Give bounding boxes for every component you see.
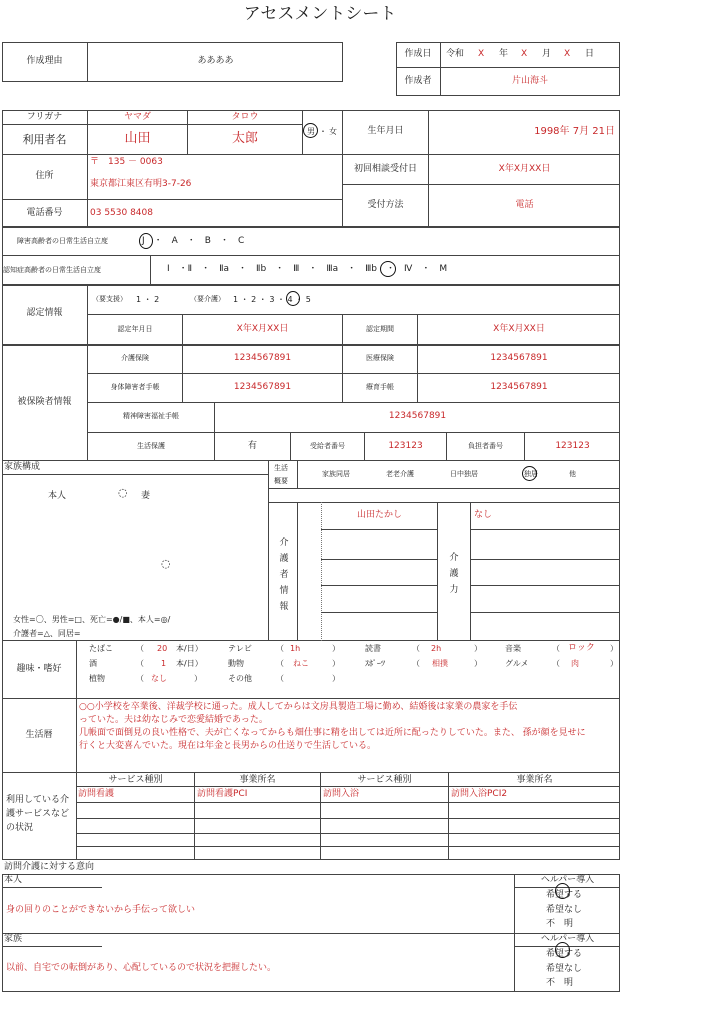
hobby-animal-label: 動物 (228, 659, 244, 668)
gender-circle-mark (303, 123, 318, 138)
page-title: アセスメントシート (243, 4, 397, 24)
hobby-music-value: ロック (568, 643, 595, 653)
hobby-paren: （ (276, 644, 284, 653)
service-row1-office: 訪問看護PCI (197, 789, 248, 799)
date-label: 作成日 (404, 49, 432, 59)
author-label: 作成者 (404, 76, 432, 86)
hobby-reading-value: 2h (431, 644, 442, 653)
disabled-independence-label: 障害高齢者の日常生活自立度 (17, 237, 108, 245)
first-consult-value: X年X月XX日 (498, 164, 551, 174)
postal-code: 〒 135 － 0063 (90, 157, 163, 167)
date-day-value: X (564, 49, 571, 59)
hobby-paren: （ (412, 659, 420, 668)
method-label: 受付方法 (367, 200, 404, 210)
living-option-family: 家族同居 (322, 470, 350, 478)
history-label: 生活暦 (25, 730, 53, 740)
last-name: 山田 (124, 131, 151, 146)
service-row1-type: 訪問看護 (78, 789, 115, 799)
medical-insurance-value: 1234567891 (490, 353, 548, 363)
payer-number-label: 負担者番号 (468, 442, 503, 450)
care-insurance-label: 介護保険 (121, 354, 149, 362)
care-ability-value: なし (474, 510, 493, 520)
gender-female: 女 (329, 127, 337, 136)
intention-self-label: 本人 (4, 875, 23, 885)
hobby-paren: （ (552, 659, 560, 668)
certification-label: 認定情報 (26, 308, 63, 318)
helper-option-no-family: 希望なし (546, 964, 583, 974)
hobby-unit: 本/日） (176, 659, 203, 668)
date-year-value: X (478, 49, 485, 59)
payer-number-value: 123123 (555, 441, 590, 451)
history-line-1: ○○小学校を卒業後、洋裁学校に通った。成人してからは文房具製造工場に勤め、結婚後は家業の農家を手伝 (79, 702, 518, 712)
hobby-music-label: 音楽 (505, 644, 521, 653)
method-value: 電話 (515, 200, 534, 210)
care-ability-label: 介護力 (449, 553, 459, 595)
care-insurance-value: 1234567891 (233, 353, 292, 363)
disabled-circle-mark (139, 233, 153, 249)
month-label: 月 (542, 49, 552, 59)
name-label: 利用者名 (22, 133, 67, 146)
hobby-paren: （ (412, 644, 420, 653)
family-self-symbol: ◌ (118, 486, 128, 499)
office-name-header-2: 事業所名 (516, 775, 553, 785)
rehab-notebook-label: 療育手帳 (366, 383, 394, 391)
reason-value: ああああ (197, 56, 234, 66)
family-wife-label: 妻 (141, 491, 151, 501)
birth-label: 生年月日 (367, 126, 404, 136)
welfare-value: 有 (247, 441, 257, 451)
helper-self-circle-mark (555, 883, 570, 899)
furigana-label: フリガナ (26, 112, 63, 122)
hobby-alcohol-label: 酒 (89, 659, 97, 668)
welfare-label: 生活保護 (137, 442, 165, 450)
living-label-2: 概要 (274, 477, 288, 485)
family-member-symbol: ◌ (161, 557, 171, 570)
physical-disability-value: 1234567891 (233, 382, 292, 392)
helper-option-no-self: 希望なし (546, 905, 583, 915)
dementia-independence-scale: Ⅰ ・Ⅱ ・ Ⅱa ・ Ⅱb ・ Ⅲ ・ Ⅲa ・ Ⅲb ・ Ⅳ ・ M (167, 264, 448, 274)
reason-label: 作成理由 (26, 56, 63, 66)
helper-option-want-family: 希望する (546, 949, 583, 959)
author-value: 片山海斗 (511, 76, 548, 86)
helper-label-self: ヘルパー導入 (540, 875, 595, 885)
support-levels: 1 ・ 2 (136, 295, 160, 304)
rehab-notebook-value: 1234567891 (490, 382, 548, 392)
year-label: 年 (499, 49, 509, 59)
support-label: （要支援） (92, 295, 127, 303)
hobby-sports-value: 相撲 (432, 659, 448, 668)
intention-self-text: 身の回りのことができないから手伝って欲しい (6, 905, 196, 915)
hobby-tobacco-value: 20 (157, 644, 168, 653)
living-label-1: 生活 (274, 464, 288, 472)
cert-period-value: X年X月XX日 (493, 324, 545, 334)
services-label-line-2: 護サービスなど (6, 809, 70, 819)
insurance-label: 被保険者情報 (17, 397, 72, 407)
physical-disability-label: 身体障害者手帳 (110, 383, 160, 391)
first-consult-label: 初回相談受付日 (353, 164, 417, 174)
furigana-last: ヤマダ (123, 112, 151, 122)
living-option-alone: 独居 (524, 470, 538, 478)
date-month-value: X (521, 49, 528, 59)
living-circle-mark (522, 466, 537, 481)
hobby-paren: ） (610, 644, 618, 653)
hobby-tv-label: テレビ (228, 644, 252, 653)
history-line-4: 行くと大変喜んでいた。現在は年金と長男からの仕送りで生活している。 (79, 741, 377, 751)
hobby-paren: ） (194, 674, 202, 683)
office-name-header: 事業所名 (239, 775, 276, 785)
independence-box (2, 227, 620, 285)
service-type-header-2: サービス種別 (357, 775, 412, 785)
services-label-line-3: の状況 (6, 823, 34, 833)
hobby-plants-label: 植物 (89, 674, 105, 683)
hobby-paren: ） (474, 659, 482, 668)
hobby-paren: （ (276, 674, 284, 683)
service-type-header: サービス種別 (108, 775, 163, 785)
hobbies-label: 趣味・嗜好 (16, 664, 62, 674)
intention-family-label: 家族 (4, 934, 23, 944)
hobby-paren: ） (474, 644, 482, 653)
family-legend-line2: 介護者=△、同居= (13, 629, 81, 638)
medical-insurance-label: 医療保険 (366, 354, 394, 362)
hobby-paren: （ (136, 644, 144, 653)
caregiver-name: 山田たかし (356, 510, 402, 520)
hobby-animal-value: ねこ (293, 659, 309, 668)
recipient-number-label: 受給者番号 (310, 442, 345, 450)
first-name: 太郎 (231, 131, 258, 146)
recipient-number-value: 123123 (388, 441, 423, 451)
intentions-label: 訪問介護に対する意向 (4, 862, 95, 872)
hobby-paren: ） (610, 659, 618, 668)
disabled-independence-scale: J ・ A ・ B ・ C (142, 236, 245, 246)
birth-value: 1998年 7月 21日 (534, 126, 615, 137)
gender-sep: ・ (319, 127, 327, 136)
hobby-gourmet-value: 肉 (571, 659, 579, 668)
hobby-paren: ） (332, 674, 340, 683)
family-legend-line1: 女性=〇、男性=□、死亡=●/■、本人=◎/ (13, 615, 171, 624)
hobby-alcohol-value: 1 (161, 659, 167, 668)
care-label: （要介護） (190, 295, 225, 303)
address-label: 住所 (35, 171, 54, 181)
dementia-circle-mark (380, 261, 396, 277)
family-label: 家族構成 (4, 462, 41, 472)
service-row1-type-2: 訪問入浴 (323, 789, 360, 799)
history-line-2: っていた。夫は幼なじみで恋愛結婚であった。 (79, 715, 268, 725)
hobby-reading-label: 読書 (365, 644, 381, 653)
living-option-daytime-alone: 日中独居 (450, 470, 478, 478)
hobby-plants-value: なし (151, 674, 167, 683)
cert-period-label: 認定期間 (366, 325, 394, 333)
hobby-tv-value: 1h (290, 644, 301, 653)
service-row1-office-2: 訪問入浴PCI2 (451, 789, 508, 799)
hobby-paren: （ (136, 659, 144, 668)
living-option-other: 他 (569, 470, 576, 478)
intention-family-text: 以前、自宅での転倒があり、心配しているので状況を把握したい。 (6, 963, 277, 973)
helper-option-unknown-family: 不 明 (546, 978, 574, 988)
gender-male: 男 (307, 127, 315, 136)
mental-disability-value: 1234567891 (388, 411, 447, 421)
helper-family-circle-mark (555, 942, 570, 958)
hobby-paren: ） (332, 644, 340, 653)
phone-value: 03 5530 8408 (90, 208, 153, 218)
dementia-independence-label: 認知症高齢者の日常生活自立度 (3, 266, 101, 274)
cert-date-value: X年X月XX日 (236, 324, 289, 334)
services-label-line-1: 利用している介 (6, 795, 70, 805)
hobby-paren: （ (552, 644, 560, 653)
phone-label: 電話番号 (26, 208, 63, 218)
hobby-paren: （ (136, 674, 144, 683)
day-label: 日 (585, 49, 595, 59)
hobby-other-label: その他 (228, 674, 252, 683)
helper-label-family: ヘルパー導入 (540, 934, 595, 944)
history-line-3: 几帳面で面倒見の良い性格で、夫が亡くなってからも畑仕事に精を出しては近所に配ったりしていた。また、 孫が顔を見せに (79, 728, 586, 738)
caregiver-info-label: 介護者情報 (279, 538, 289, 612)
hobby-sports-label: ｽﾎﾟｰﾂ (365, 659, 385, 668)
hobby-gourmet-label: グルメ (505, 659, 529, 668)
date-era: 令和 (446, 49, 465, 59)
hobby-tobacco-label: たばこ (89, 644, 113, 653)
address-value: 東京都江東区有明3-7-26 (90, 179, 192, 189)
helper-option-unknown-self: 不 明 (546, 919, 574, 929)
care-levels: 1 ・ 2 ・ 3 ・ 4 ・ 5 (233, 295, 311, 304)
certification-box (2, 285, 620, 345)
living-option-elderly-care: 老老介護 (386, 470, 414, 478)
hobby-paren: ） (332, 659, 340, 668)
care-level-circle-mark (286, 291, 300, 306)
mental-disability-label: 精神障害福祉手帳 (123, 412, 179, 420)
family-self-label: 本人 (48, 491, 67, 501)
helper-option-want-self: 希望する (546, 890, 583, 900)
hobby-paren: （ (276, 659, 284, 668)
cert-date-label: 認定年月日 (117, 325, 153, 333)
hobby-unit: 本/日） (176, 644, 203, 653)
furigana-first: タロウ (231, 112, 259, 122)
